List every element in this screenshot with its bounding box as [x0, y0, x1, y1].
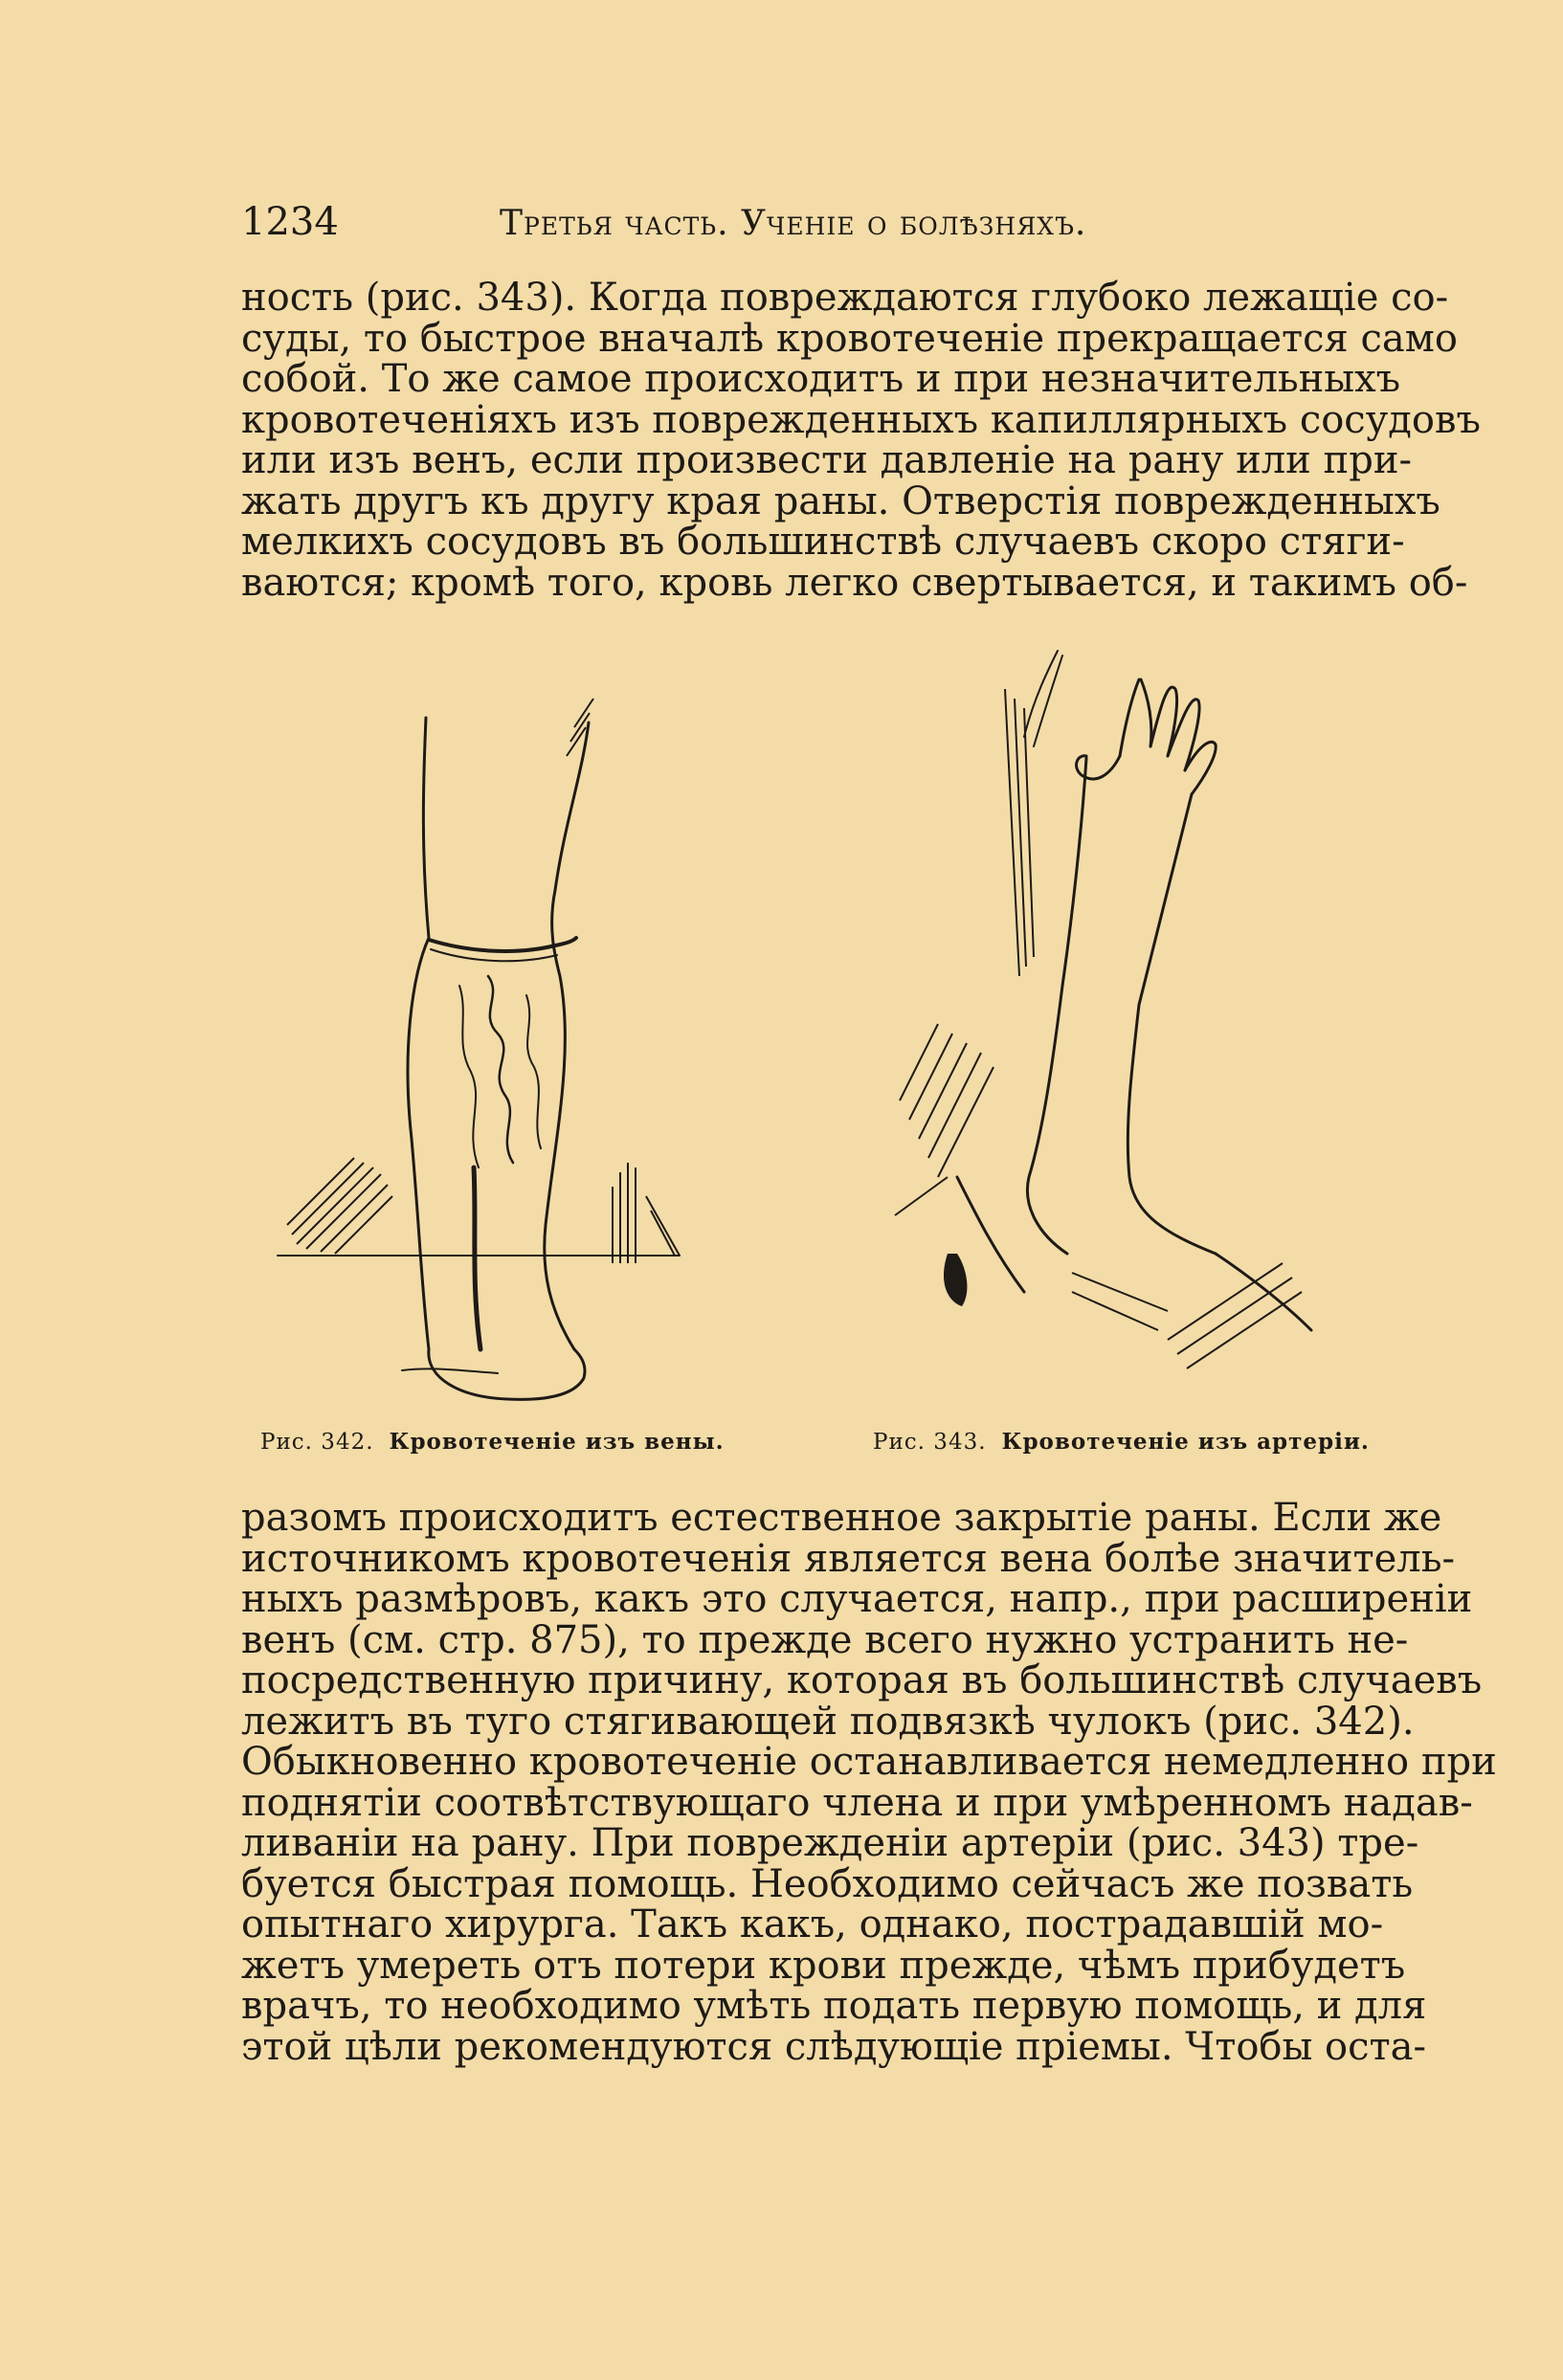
figure-caption-342	[260, 1429, 725, 1455]
leg-illustration	[268, 689, 718, 1426]
text-line: источникомъ кровотеченія является вена болѣе значитель-	[241, 1536, 1455, 1581]
text-line: врачъ, то необходимо умѣть подать первую помощь, и для	[241, 1984, 1427, 2028]
text-line: ливаніи на рану. При поврежденіи артеріи (рис. 343) тре-	[241, 1821, 1419, 1865]
text-line: мелкихъ сосудовъ въ большинствѣ случаевъ скоро стяги-	[241, 520, 1405, 564]
running-title: Третья часть. Ученіе о болѣзняхъ.	[500, 204, 1087, 243]
paragraph-top	[241, 276, 1481, 605]
figure-caption-text: Кровотеченіе изъ вены.	[389, 1429, 725, 1455]
figure-label: Рис. 342.	[260, 1430, 374, 1455]
text-line: венъ (см. стр. 875), то прежде всего нужно устранить не-	[241, 1617, 1409, 1662]
text-line: буется быстрая помощь. Необходимо сейчасъ же позвать	[241, 1861, 1414, 1906]
paragraph-bottom	[241, 1496, 1497, 2069]
text-line: этой цѣли рекомендуются слѣдующіе пріемы. Чтобы оста-	[241, 2024, 1427, 2069]
text-line: ныхъ размѣровъ, какъ это случается, напр., при расширеніи	[241, 1577, 1473, 1621]
figure-caption-text: Кровотеченіе изъ артеріи.	[1001, 1429, 1370, 1455]
text-line: ваются; кромѣ того, кровь легко свертывается, и такимъ об-	[241, 560, 1468, 605]
figure-caption-343	[873, 1429, 1370, 1455]
text-line: суды, то быстрое вначалѣ кровотеченіе прекращается само	[241, 316, 1458, 361]
arm-illustration	[881, 641, 1340, 1426]
page-number: 1234	[241, 200, 339, 244]
figure-label: Рис. 343.	[873, 1430, 987, 1455]
text-line: опытнаго хирурга. Такъ какъ, однако, пострадавшій мо-	[241, 1902, 1384, 1946]
text-line: Обыкновенно кровотеченіе останавливается немедленно при	[241, 1740, 1497, 1784]
text-line: жать другъ къ другу края раны. Отверстія поврежденныхъ	[241, 478, 1440, 523]
text-line: кровотеченіяхъ изъ поврежденныхъ капиллярныхъ сосудовъ	[241, 397, 1481, 442]
text-line: ность (рис. 343). Когда повреждаются глубоко лежащіе со-	[241, 276, 1449, 320]
text-line: жетъ умереть отъ потери крови прежде, чѣмъ прибудетъ	[241, 1943, 1406, 1988]
text-line: поднятіи соотвѣтствующаго члена и при умѣренномъ надав-	[241, 1780, 1473, 1825]
text-line: лежитъ въ туго стягивающей подвязкѣ чулокъ (рис. 342).	[241, 1699, 1415, 1744]
page-header	[241, 196, 1351, 244]
text-line: или изъ венъ, если произвести давленіе на рану или при-	[241, 438, 1412, 482]
text-line: посредственную причину, которая въ большинствѣ случаевъ	[241, 1658, 1483, 1702]
text-line: разомъ происходитъ естественное закрытіе раны. Если же	[241, 1496, 1442, 1540]
text-line: собой. То же самое происходитъ и при незначительныхъ	[241, 357, 1401, 401]
